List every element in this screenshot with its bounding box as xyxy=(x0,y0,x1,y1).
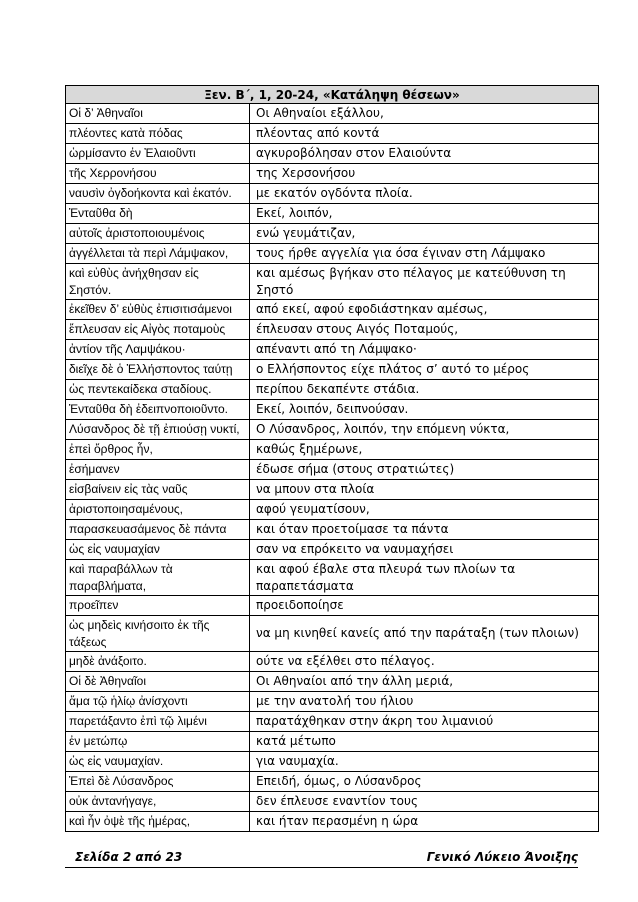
original-text-cell xyxy=(66,340,250,360)
ancient-greek-text: Ἐπεὶ δὲ Λύσανδρος xyxy=(69,774,174,788)
original-text-cell xyxy=(66,500,250,520)
modern-greek-translation: Εκεί, λοιπόν, δειπνούσαν. xyxy=(256,402,409,416)
ancient-greek-text: αὐτοῖς ἀριστοποιουμένοις xyxy=(69,226,205,240)
ancient-greek-text: προεῖπεν xyxy=(69,598,119,612)
translation-text-cell xyxy=(250,440,599,460)
modern-greek-translation: σαν να επρόκειτο να ναυμαχήσει xyxy=(256,542,454,556)
table-row xyxy=(66,224,599,244)
ancient-greek-text: ὡς εἰς ναυμαχίαν xyxy=(69,542,160,556)
table-row xyxy=(66,772,599,792)
table-row xyxy=(66,560,599,596)
table-row xyxy=(66,480,599,500)
original-text-cell xyxy=(66,812,250,832)
original-text-cell xyxy=(66,124,250,144)
translation-text-cell xyxy=(250,104,599,124)
modern-greek-translation: περίπου δεκαπέντε στάδια. xyxy=(256,382,420,396)
table-row xyxy=(66,732,599,752)
translation-text-cell xyxy=(250,812,599,832)
table-row xyxy=(66,164,599,184)
translation-text-cell xyxy=(250,164,599,184)
translation-text-cell xyxy=(250,692,599,712)
original-text-cell xyxy=(66,400,250,420)
modern-greek-translation: αγκυροβόλησαν στον Ελαιούντα xyxy=(256,146,452,160)
modern-greek-translation: ούτε να εξέλθει στο πέλαγος. xyxy=(256,654,435,668)
modern-greek-translation: πλέοντας από κοντά xyxy=(256,126,380,140)
original-text-cell xyxy=(66,244,250,264)
ancient-greek-text: καὶ παραβάλλων τὰ παραβλήματα, xyxy=(69,561,173,593)
ancient-greek-text: ἐπεὶ ὄρθρος ἦν, xyxy=(69,442,153,456)
translation-text-cell xyxy=(250,712,599,732)
table-row xyxy=(66,712,599,732)
modern-greek-translation: ενώ γευμάτιζαν, xyxy=(256,226,356,240)
ancient-greek-text: ὡς μηδεὶς κινήσοιτο ἐκ τῆς τάξεως xyxy=(69,617,210,649)
translation-text-cell xyxy=(250,320,599,340)
modern-greek-translation: Οι Αθηναίοι από την άλλη μεριά, xyxy=(256,674,454,688)
original-text-cell xyxy=(66,184,250,204)
table-row xyxy=(66,692,599,712)
modern-greek-translation: να μπουν στα πλοία xyxy=(256,482,375,496)
original-text-cell xyxy=(66,320,250,340)
table-row xyxy=(66,672,599,692)
original-text-cell xyxy=(66,712,250,732)
ancient-greek-text: Λύσανδρος δὲ τῇ ἐπιούσῃ νυκτί, xyxy=(69,422,240,436)
modern-greek-translation: με την ανατολή του ήλιου xyxy=(256,694,414,708)
original-text-cell xyxy=(66,264,250,300)
translation-text-cell xyxy=(250,184,599,204)
ancient-greek-text: τῆς Χερρονήσου xyxy=(69,166,157,180)
translation-text-cell xyxy=(250,652,599,672)
ancient-greek-text: ἐσήμανεν xyxy=(69,462,120,476)
ancient-greek-text: παρασκευασάμενος δὲ πάντα xyxy=(69,522,227,536)
table-row xyxy=(66,320,599,340)
table-row xyxy=(66,500,599,520)
original-text-cell xyxy=(66,164,250,184)
table-header-row xyxy=(66,86,599,104)
ancient-greek-text: ὡς πεντεκαίδεκα σταδίους. xyxy=(69,382,212,396)
table-row xyxy=(66,752,599,772)
translation-text-cell xyxy=(250,420,599,440)
table-row xyxy=(66,300,599,320)
table-row xyxy=(66,264,599,300)
original-text-cell xyxy=(66,440,250,460)
modern-greek-translation: έδωσε σήμα (στους στρατιώτες) xyxy=(256,462,455,476)
ancient-greek-text: ἐν μετώπῳ xyxy=(69,734,128,748)
original-text-cell xyxy=(66,540,250,560)
ancient-greek-text: μηδὲ ἀνάξοιτο. xyxy=(69,654,147,668)
translation-text-cell xyxy=(250,264,599,300)
table-row xyxy=(66,360,599,380)
modern-greek-translation: τους ήρθε αγγελία για όσα έγιναν στη Λάμψακο xyxy=(256,246,546,260)
modern-greek-translation: για ναυμαχία. xyxy=(256,754,339,768)
modern-greek-translation: παρατάχθηκαν στην άκρη του λιμανιού xyxy=(256,714,494,728)
translation-text-cell xyxy=(250,792,599,812)
translation-text-cell xyxy=(250,224,599,244)
translation-text-cell xyxy=(250,144,599,164)
modern-greek-translation: Επειδή, όμως, ο Λύσανδρος xyxy=(256,774,422,788)
original-text-cell xyxy=(66,616,250,652)
school-name: Γενικό Λύκειο Άνοιξης xyxy=(426,850,578,864)
table-row xyxy=(66,340,599,360)
modern-greek-translation: προειδοποίησε xyxy=(256,598,344,612)
original-text-cell xyxy=(66,652,250,672)
original-text-cell xyxy=(66,460,250,480)
translation-text-cell xyxy=(250,520,599,540)
original-text-cell xyxy=(66,224,250,244)
translation-table-body xyxy=(66,104,599,832)
modern-greek-translation: από εκεί, αφού εφοδιάστηκαν αμέσως, xyxy=(256,302,488,316)
modern-greek-translation: αφού γευματίσουν, xyxy=(256,502,370,516)
table-row xyxy=(66,616,599,652)
table-row xyxy=(66,244,599,264)
original-text-cell xyxy=(66,692,250,712)
table-row xyxy=(66,812,599,832)
ancient-greek-text: Οἱ δὲ Ἀθηναῖοι xyxy=(69,674,146,688)
page-number: Σελίδα 2 από 23 xyxy=(75,850,183,864)
table-row xyxy=(66,792,599,812)
original-text-cell xyxy=(66,104,250,124)
translation-text-cell xyxy=(250,540,599,560)
original-text-cell xyxy=(66,380,250,400)
ancient-greek-text: ἀγγέλλεται τὰ περὶ Λάμψακον, xyxy=(69,246,229,260)
original-text-cell xyxy=(66,792,250,812)
modern-greek-translation: έπλευσαν στους Αιγός Ποταμούς, xyxy=(256,322,459,336)
ancient-greek-text: παρετάξαντο ἐπὶ τῷ λιμένι xyxy=(69,714,207,728)
table-row xyxy=(66,540,599,560)
original-text-cell xyxy=(66,144,250,164)
modern-greek-translation: και αμέσως βγήκαν στο πέλαγος με κατεύθυνση τη Σηστό xyxy=(256,265,566,297)
translation-text-cell xyxy=(250,244,599,264)
table-row xyxy=(66,104,599,124)
ancient-greek-text: Ἐνταῦθα δὴ xyxy=(69,206,133,220)
table-row xyxy=(66,440,599,460)
translation-text-cell xyxy=(250,204,599,224)
table-title: Ξεν. Β΄, 1, 20-24, «Κατάληψη θέσεων» xyxy=(66,86,599,104)
modern-greek-translation: δεν έπλευσε εναντίον τους xyxy=(256,794,418,808)
table-row xyxy=(66,184,599,204)
translation-text-cell xyxy=(250,480,599,500)
modern-greek-translation: με εκατόν ογδόντα πλοία. xyxy=(256,186,413,200)
modern-greek-translation: να μη κινηθεί κανείς από την παράταξη (των πλοιων) xyxy=(256,626,579,640)
translation-text-cell xyxy=(250,596,599,616)
ancient-greek-text: οὐκ ἀντανήγαγε, xyxy=(69,794,157,808)
ancient-greek-text: καὶ εὐθὺς ἀνήχθησαν εἰς Σηστόν. xyxy=(69,265,199,297)
ancient-greek-text: ὡρμίσαντο ἐν Ἐλαιοῦντι xyxy=(69,146,196,160)
original-text-cell xyxy=(66,300,250,320)
translation-text-cell xyxy=(250,124,599,144)
translation-text-cell xyxy=(250,500,599,520)
original-text-cell xyxy=(66,560,250,596)
modern-greek-translation: Ο Λύσανδρος, λοιπόν, την επόμενη νύκτα, xyxy=(256,422,510,436)
table-row xyxy=(66,420,599,440)
translation-text-cell xyxy=(250,616,599,652)
original-text-cell xyxy=(66,520,250,540)
modern-greek-translation: της Χερσονήσου xyxy=(256,166,356,180)
ancient-greek-text: πλέοντες κατὰ πόδας xyxy=(69,126,183,140)
table-row xyxy=(66,596,599,616)
ancient-greek-text: ἀντίον τῆς Λαμψάκου· xyxy=(69,342,186,356)
modern-greek-translation: ο Ελλήσποντος είχε πλάτος σ’ αυτό το μέρος xyxy=(256,362,530,376)
table-row xyxy=(66,124,599,144)
translation-text-cell xyxy=(250,560,599,596)
table-row xyxy=(66,204,599,224)
translation-text-cell xyxy=(250,300,599,320)
original-text-cell xyxy=(66,672,250,692)
original-text-cell xyxy=(66,360,250,380)
table-row xyxy=(66,380,599,400)
original-text-cell xyxy=(66,772,250,792)
modern-greek-translation: καθώς ξημέρωνε, xyxy=(256,442,363,456)
table-row xyxy=(66,460,599,480)
translation-text-cell xyxy=(250,380,599,400)
original-text-cell xyxy=(66,752,250,772)
table-row xyxy=(66,400,599,420)
modern-greek-translation: και ήταν περασμένη η ώρα xyxy=(256,814,419,828)
ancient-greek-text: ὡς εἰς ναυμαχίαν. xyxy=(69,754,164,768)
ancient-greek-text: ἐκεῖθεν δ’ εὐθὺς ἐπισιτισάμενοι xyxy=(69,302,232,316)
ancient-greek-text: ἔπλευσαν εἰς Αἰγὸς ποταμοὺς xyxy=(69,322,226,336)
translation-table xyxy=(65,85,599,832)
ancient-greek-text: διεῖχε δὲ ὁ Ἑλλήσποντος ταύτῃ xyxy=(69,362,233,376)
ancient-greek-text: ἅμα τῷ ἡλίῳ ἀνίσχοντι xyxy=(69,694,188,708)
ancient-greek-text: ἀριστοποιησαμένους, xyxy=(69,502,183,516)
translation-text-cell xyxy=(250,752,599,772)
modern-greek-translation: και αφού έβαλε στα πλευρά των πλοίων τα παραπετάσματα xyxy=(256,561,516,593)
modern-greek-translation: και όταν προετοίμασε τα πάντα xyxy=(256,522,449,536)
original-text-cell xyxy=(66,420,250,440)
ancient-greek-text: ναυσὶν ὀγδοήκοντα καὶ ἑκατόν. xyxy=(69,186,232,200)
table-row xyxy=(66,520,599,540)
translation-text-cell xyxy=(250,460,599,480)
translation-text-cell xyxy=(250,732,599,752)
original-text-cell xyxy=(66,732,250,752)
translation-text-cell xyxy=(250,772,599,792)
original-text-cell xyxy=(66,204,250,224)
modern-greek-translation: απέναντι από τη Λάμψακο· xyxy=(256,342,417,356)
translation-text-cell xyxy=(250,400,599,420)
modern-greek-translation: Οι Αθηναίοι εξάλλου, xyxy=(256,106,384,120)
ancient-greek-text: Ἐνταῦθα δὴ ἐδειπνοποιοῦντο. xyxy=(69,402,228,416)
translation-text-cell xyxy=(250,360,599,380)
ancient-greek-text: Οἱ δ’ Ἀθηναῖοι xyxy=(69,106,143,120)
modern-greek-translation: κατά μέτωπο xyxy=(256,734,336,748)
page-footer xyxy=(65,848,578,868)
modern-greek-translation: Εκεί, λοιπόν, xyxy=(256,206,333,220)
translation-text-cell xyxy=(250,672,599,692)
original-text-cell xyxy=(66,596,250,616)
table-row xyxy=(66,652,599,672)
ancient-greek-text: εἰσβαίνειν εἰς τὰς ναῦς xyxy=(69,482,188,496)
original-text-cell xyxy=(66,480,250,500)
ancient-greek-text: καὶ ἦν ὀψὲ τῆς ἡμέρας, xyxy=(69,814,191,828)
translation-text-cell xyxy=(250,340,599,360)
table-row xyxy=(66,144,599,164)
